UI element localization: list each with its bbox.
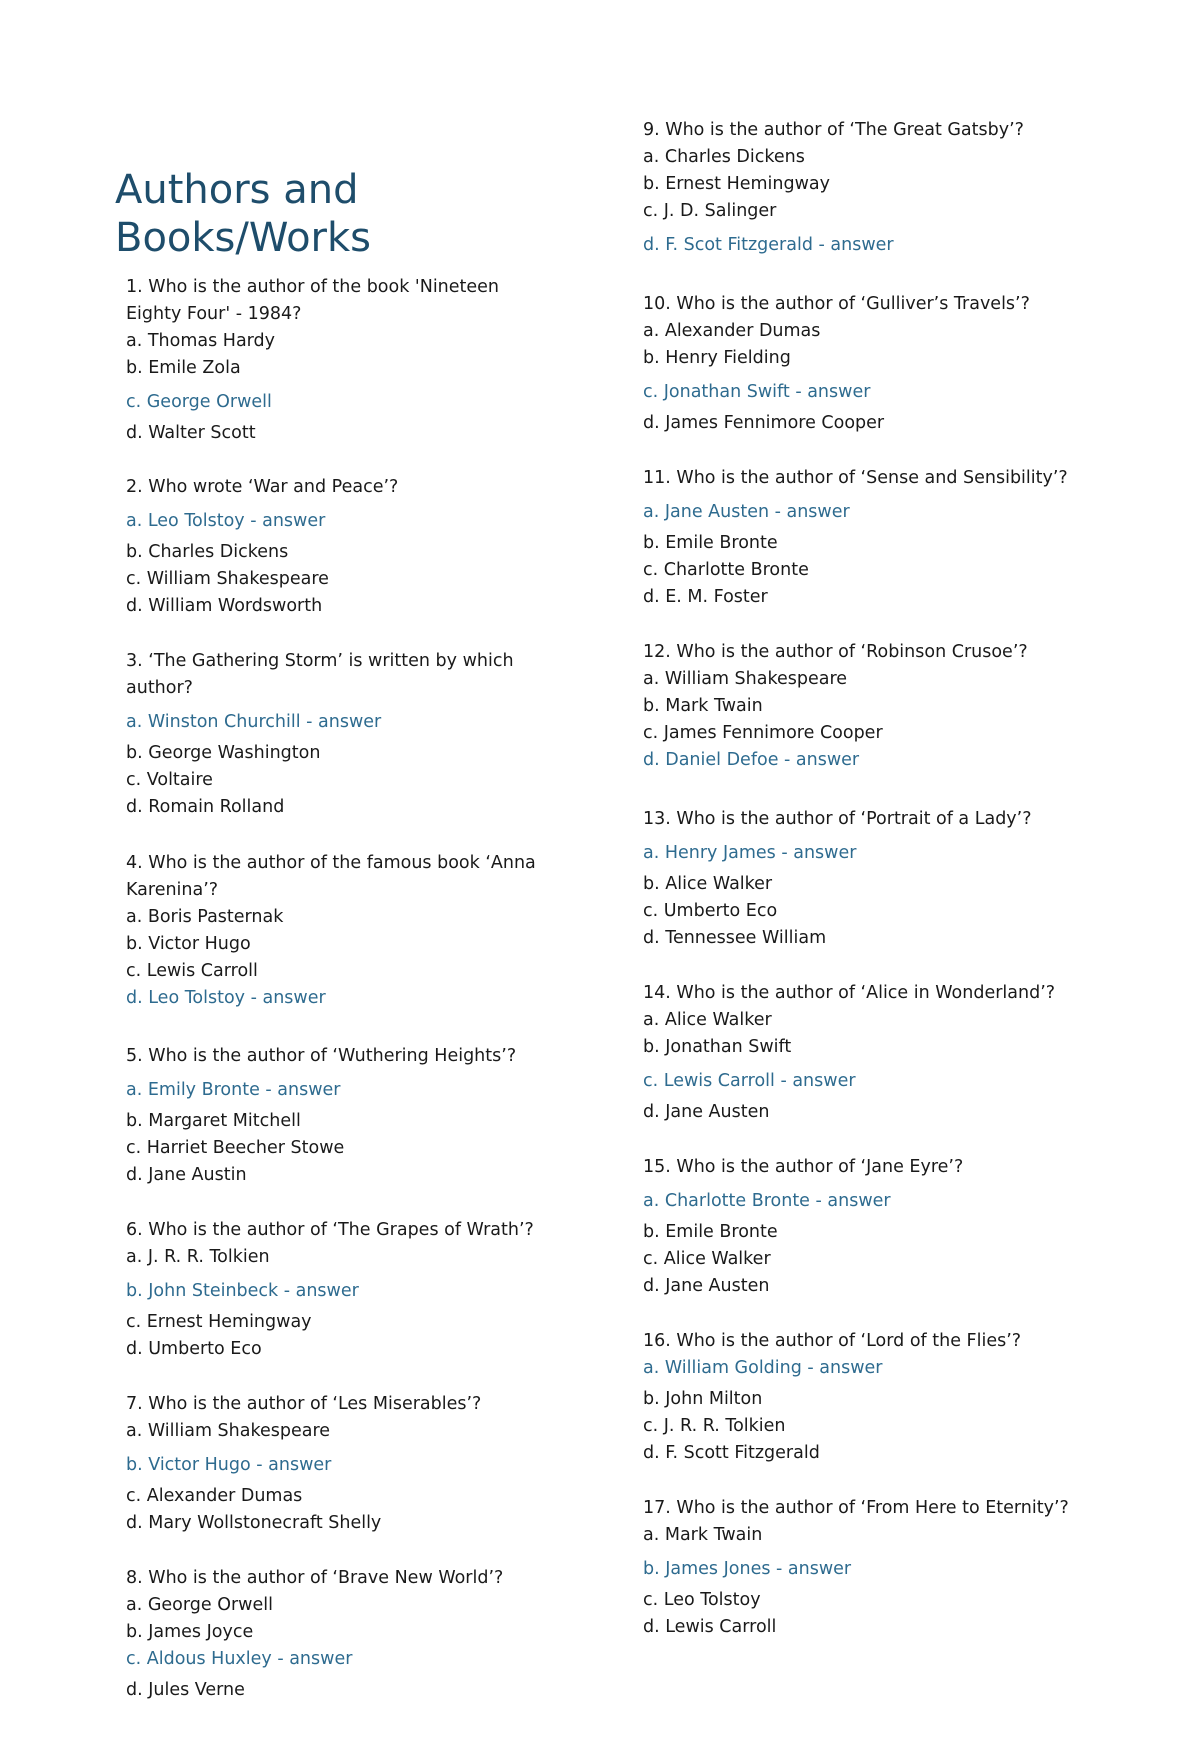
option: d. Jane Austen [643, 1102, 770, 1122]
option: a. J. R. R. Tolkien [126, 1247, 270, 1267]
question-text: 17. Who is the author of ‘From Here to Eternity’? [643, 1498, 1069, 1518]
answer-option: d. F. Scot Fitzgerald - answer [643, 235, 894, 255]
answer-option: a. William Golding - answer [643, 1358, 883, 1378]
option: a. William Shakespeare [643, 669, 848, 689]
option: a. Boris Pasternak [126, 907, 284, 927]
option: c. William Shakespeare [126, 569, 329, 589]
question-text: 3. ‘The Gathering Storm’ is written by which author? [126, 651, 514, 698]
option: c. James Fennimore Cooper [643, 723, 883, 743]
option: c. Umberto Eco [643, 901, 778, 921]
option: d. Mary Wollstonecraft Shelly [126, 1513, 382, 1533]
option: d. Umberto Eco [126, 1339, 262, 1359]
question-block [126, 274, 556, 447]
option: b. Emile Zola [126, 358, 241, 378]
option: d. E. M. Foster [643, 587, 768, 607]
option: b. John Milton [643, 1389, 763, 1409]
option: c. Charlotte Bronte [643, 560, 809, 580]
option: b. George Washington [126, 743, 321, 763]
answer-option: b. James Jones - answer [643, 1559, 852, 1579]
question-block [126, 1043, 516, 1189]
option: d. Tennessee William [643, 928, 827, 948]
option: b. Emile Bronte [643, 1222, 778, 1242]
question-block [643, 117, 1024, 263]
question-text: 15. Who is the author of ‘Jane Eyre’? [643, 1157, 964, 1177]
question-block [126, 474, 398, 620]
answer-option: a. Jane Austen - answer [643, 502, 850, 522]
option: a. Charles Dickens [643, 147, 805, 167]
question-block [126, 1217, 534, 1363]
option: d. William Wordsworth [126, 596, 323, 616]
answer-option: a. Henry James - answer [643, 843, 857, 863]
option: d. Jules Verne [126, 1680, 245, 1700]
answer-option: a. Leo Tolstoy - answer [126, 511, 326, 531]
question-text: 6. Who is the author of ‘The Grapes of Wrath’? [126, 1220, 534, 1240]
option: b. Mark Twain [643, 696, 763, 716]
option: b. Margaret Mitchell [126, 1111, 301, 1131]
question-text: 7. Who is the author of ‘Les Miserables’? [126, 1394, 482, 1414]
option: b. Henry Fielding [643, 348, 791, 368]
answer-option: c. Aldous Huxley - answer [126, 1649, 353, 1669]
option: d. Jane Austin [126, 1165, 247, 1185]
option: c. J. D. Salinger [643, 201, 777, 221]
question-text: 11. Who is the author of ‘Sense and Sensibility’? [643, 468, 1068, 488]
question-block [643, 465, 1068, 611]
option: c. Ernest Hemingway [126, 1312, 312, 1332]
option: a. Alexander Dumas [643, 321, 821, 341]
option: c. Alice Walker [643, 1249, 771, 1269]
question-block [126, 1391, 481, 1537]
option: a. Thomas Hardy [126, 331, 276, 351]
option: d. James Fennimore Cooper [643, 413, 885, 433]
answer-option: a. Emily Bronte - answer [126, 1080, 341, 1100]
question-text: 4. Who is the author of the famous book ‘Anna Karenina’? [126, 853, 536, 900]
option: c. Alexander Dumas [126, 1486, 303, 1506]
option: d. Walter Scott [126, 423, 256, 443]
question-block [643, 1328, 1021, 1467]
question-block [643, 1154, 963, 1300]
question-text: 1. Who is the author of the book 'Nineteen Eighty Four' - 1984? [126, 277, 500, 324]
question-text: 12. Who is the author of ‘Robinson Crusoe’? [643, 642, 1028, 662]
option: d. F. Scott Fitzgerald [643, 1443, 820, 1463]
question-block [643, 806, 1032, 952]
option: c. Voltaire [126, 770, 213, 790]
answer-option: a. Winston Churchill - answer [126, 712, 382, 732]
question-text: 10. Who is the author of ‘Gulliver’s Travels’? [643, 294, 1030, 314]
option: c. J. R. R. Tolkien [643, 1416, 786, 1436]
answer-option: d. Daniel Defoe - answer [643, 750, 860, 770]
option: b. Victor Hugo [126, 934, 251, 954]
question-block [643, 1495, 1069, 1641]
option: c. Leo Tolstoy [643, 1590, 761, 1610]
option: d. Jane Austen [643, 1276, 770, 1296]
question-block [643, 291, 1030, 437]
option: d. Romain Rolland [126, 797, 285, 817]
answer-option: c. Lewis Carroll - answer [643, 1071, 856, 1091]
option: c. Harriet Beecher Stowe [126, 1138, 345, 1158]
answer-option: c. Jonathan Swift - answer [643, 382, 871, 402]
question-text: 2. Who wrote ‘War and Peace’? [126, 477, 399, 497]
option: a. Mark Twain [643, 1525, 763, 1545]
option: b. Alice Walker [643, 874, 773, 894]
question-block [126, 1565, 503, 1704]
question-text: 9. Who is the author of ‘The Great Gatsby’? [643, 120, 1024, 140]
answer-option: c. George Orwell [126, 392, 272, 412]
question-text: 14. Who is the author of ‘Alice in Wonderland’? [643, 983, 1056, 1003]
option: a. Alice Walker [643, 1010, 772, 1030]
option: b. Charles Dickens [126, 542, 289, 562]
answer-option: b. John Steinbeck - answer [126, 1281, 359, 1301]
answer-option: d. Leo Tolstoy - answer [126, 988, 326, 1008]
question-block [643, 980, 1055, 1126]
option: b. Jonathan Swift [643, 1037, 792, 1057]
option: a. George Orwell [126, 1595, 273, 1615]
page-title: Authors and Books/Works [115, 167, 371, 261]
question-text: 8. Who is the author of ‘Brave New World’? [126, 1568, 504, 1588]
option: c. Lewis Carroll [126, 961, 258, 981]
answer-option: b. Victor Hugo - answer [126, 1455, 332, 1475]
question-block [126, 850, 556, 1012]
option: b. Ernest Hemingway [643, 174, 831, 194]
question-text: 16. Who is the author of ‘Lord of the Flies’? [643, 1331, 1022, 1351]
question-block [126, 648, 556, 821]
question-text: 5. Who is the author of ‘Wuthering Heights’? [126, 1046, 517, 1066]
option: b. James Joyce [126, 1622, 254, 1642]
option: d. Lewis Carroll [643, 1617, 777, 1637]
question-text: 13. Who is the author of ‘Portrait of a Lady’? [643, 809, 1032, 829]
question-block [643, 639, 1028, 774]
option: a. William Shakespeare [126, 1421, 331, 1441]
option: b. Emile Bronte [643, 533, 778, 553]
answer-option: a. Charlotte Bronte - answer [643, 1191, 891, 1211]
